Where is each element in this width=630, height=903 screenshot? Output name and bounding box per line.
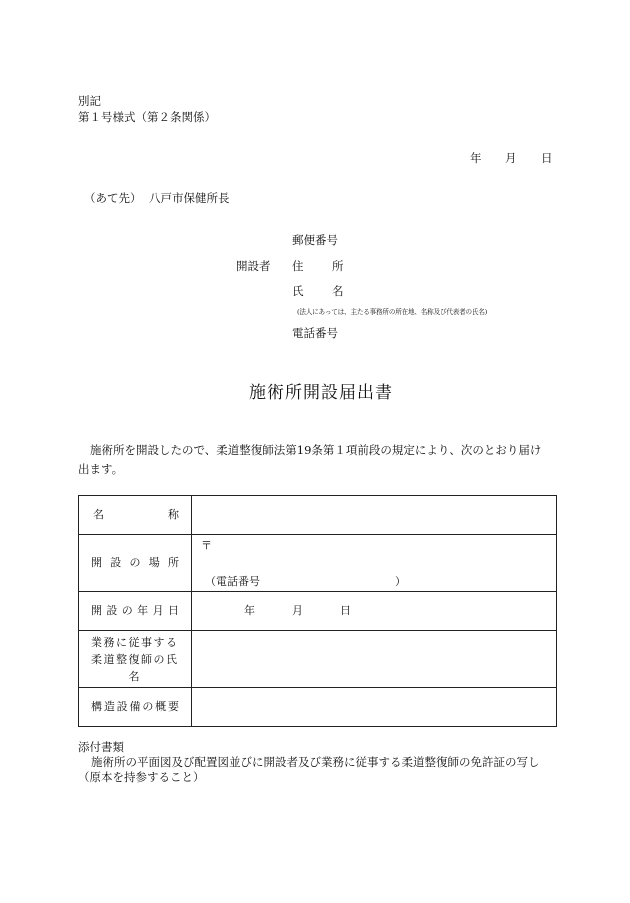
- location-phone-close: ）: [395, 575, 406, 588]
- document-title: 施術所開設届出書: [249, 383, 393, 403]
- value-facilities[interactable]: [192, 688, 557, 727]
- label-char: 月: [152, 604, 164, 617]
- date-day-label: 日: [541, 151, 553, 165]
- label-location: [79, 535, 192, 592]
- label-char: 所: [168, 556, 179, 569]
- application-form-table: [78, 495, 557, 727]
- label-char: の: [121, 604, 133, 617]
- table-row-facilities: [79, 688, 557, 727]
- value-name[interactable]: [192, 496, 557, 535]
- attachments-line-1: 施術所の平面図及び配置図並びに開設者及び業務に従事する柔道整復師の免許証の写し: [91, 755, 540, 769]
- address-label-second: 所: [332, 259, 344, 273]
- form-number: 第１号様式（第２条関係）: [78, 110, 216, 124]
- label-char: 名: [93, 508, 104, 521]
- body-text-line-1: 施術所を開設したので、柔道整復師法第19条第１項前段の規定により、次のとおり届け: [90, 443, 542, 457]
- value-opening-date[interactable]: [192, 592, 557, 631]
- label-char: 日: [167, 604, 179, 617]
- label-char: の: [142, 700, 154, 713]
- attachments-heading: 添付書類: [78, 740, 124, 754]
- attachments-line-2: （原本を持参すること）: [78, 770, 205, 784]
- name-label-second: 名: [332, 284, 344, 298]
- table-row-location: [79, 535, 557, 592]
- label-char: 称: [168, 508, 179, 521]
- label-char: 概: [155, 700, 167, 713]
- value-practitioners[interactable]: [192, 631, 557, 688]
- table-row-name: [79, 496, 557, 535]
- corporate-note: (法人にあっては、主たる事務所の所在地、名称及び代表者の氏名): [297, 308, 488, 316]
- label-char: の: [129, 556, 141, 569]
- addressee-name: 八戸市保健所長: [149, 191, 230, 205]
- applicant-role-label: 開設者: [236, 259, 271, 273]
- label-practitioners: [79, 631, 192, 688]
- label-opening-date: [79, 592, 192, 631]
- opening-day-label: 日: [340, 604, 351, 617]
- practitioners-label-text: 業務に従事する柔道整復師の氏名: [91, 635, 177, 683]
- opening-month-label: 月: [292, 604, 303, 617]
- phone-label: 電話番号: [292, 326, 338, 340]
- label-char: 備: [129, 700, 141, 713]
- location-phone-open: （電話番号: [205, 575, 260, 588]
- addressee-prefix: （あて先）: [84, 191, 142, 205]
- label-char: 開: [91, 604, 102, 617]
- label-char: 造: [103, 700, 115, 713]
- label-facilities: [79, 688, 192, 727]
- table-row-practitioners: [79, 631, 557, 688]
- date-month-label: 月: [505, 151, 517, 165]
- opening-year-label: 年: [244, 604, 255, 617]
- value-location[interactable]: [192, 535, 557, 592]
- label-char: 年: [137, 604, 149, 617]
- label-name: [79, 496, 192, 535]
- label-char: 開: [91, 556, 102, 569]
- appendix-label: 別記: [78, 94, 101, 108]
- label-char: 設: [106, 604, 118, 617]
- label-char: 要: [167, 700, 179, 713]
- table-row-opening-date: [79, 592, 557, 631]
- label-char: 設: [116, 700, 128, 713]
- label-char: 場: [148, 556, 160, 569]
- date-year-label: 年: [470, 151, 482, 165]
- body-text-line-2: 出ます。: [78, 462, 124, 476]
- address-label-first: 住: [292, 259, 304, 273]
- label-char: 設: [110, 556, 122, 569]
- postal-code-label: 郵便番号: [292, 233, 338, 247]
- postal-mark: 〒: [201, 539, 212, 552]
- label-char: 構: [91, 700, 102, 713]
- name-label-first: 氏: [292, 284, 304, 298]
